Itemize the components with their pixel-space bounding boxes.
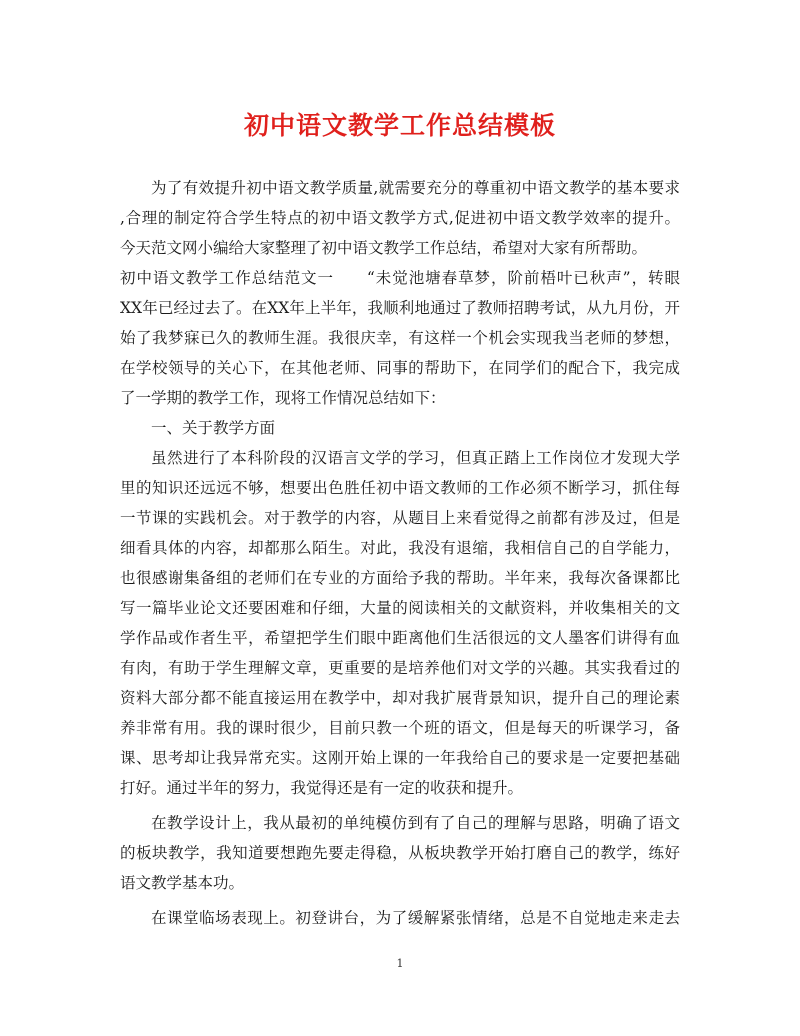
- paragraph-line: 语文教学基本功。: [120, 874, 245, 892]
- paragraph-line: 资料大部分都不能直接运用在教学中，却对我扩展背景知识，提升自己的理论素: [120, 689, 680, 707]
- paragraph-line: 虽然进行了本科阶段的汉语言文学的学习，但真正踏上工作岗位才发现大学: [151, 449, 680, 467]
- paragraph-line: ,合理的制定符合学生特点的初中语文教学方式,促进初中语文教学效率的提升。: [120, 209, 680, 227]
- paragraph-line: 初中语文教学工作总结范文一 “未觉池塘春草梦，阶前梧叶已秋声”，转眼: [120, 269, 680, 287]
- paragraph-line: 的板块教学，我知道要想跑先要走得稳，从板块教学开始打磨自己的教学，练好: [120, 844, 680, 862]
- paragraph-line: 今天范文网小编给大家整理了初中语文教学工作总结，希望对大家有所帮助。: [120, 239, 648, 257]
- paragraph-line: 在学校领导的关心下，在其他老师、同事的帮助下，在同学们的配合下，我完成: [120, 359, 680, 377]
- paragraph-line: 学作品或作者生平，希望把学生们眼中距离他们生活很远的文人墨客们讲得有血: [120, 629, 680, 647]
- document-title: 初中语文教学工作总结模板: [243, 111, 556, 140]
- paragraph-line: 了一学期的教学工作，现将工作情况总结如下：: [120, 389, 446, 407]
- paragraph-line: 也很感谢集备组的老师们在专业的方面给予我的帮助。半年来，我每次备课都比: [120, 569, 680, 587]
- section-heading: 一、关于教学方面: [151, 419, 276, 437]
- paragraph-line: 课、思考却让我异常充实。这刚开始上课的一年我给自己的要求是一定要把基础: [120, 749, 680, 767]
- document-body: [120, 173, 680, 933]
- paragraph-line: 细看具体的内容，却都那么陌生。对此，我没有退缩，我相信自己的自学能力，: [120, 539, 680, 557]
- page-number: 1: [396, 957, 404, 970]
- paragraph-line: 养非常有用。我的课时很少，目前只教一个班的语文，但是每天的听课学习，备: [120, 719, 680, 737]
- paragraph-line: 一节课的实践机会。对于教学的内容，从题目上来看觉得之前都有涉及过，但是: [120, 509, 680, 527]
- paragraph-line: 写一篇毕业论文还要困难和仔细，大量的阅读相关的文献资料，并收集相关的文: [120, 599, 680, 617]
- paragraph-line: 有肉，有助于学生理解文章，更重要的是培养他们对文学的兴趣。其实我看过的: [120, 659, 680, 677]
- paragraph-line: 里的知识还远远不够，想要出色胜任初中语文教师的工作必须不断学习，抓住每: [120, 479, 680, 497]
- paragraph-line: 在教学设计上，我从最初的单纯模仿到有了自己的理解与思路，明确了语文: [151, 814, 680, 832]
- paragraph-line: XX年已经过去了。在XX年上半年，我顺利地通过了教师招聘考试，从九月份，开: [120, 299, 680, 317]
- paragraph-line: 在课堂临场表现上。初登讲台，为了缓解紧张情绪，总是不自觉地走来走去: [151, 909, 680, 927]
- paragraph-line: 打好。通过半年的努力，我觉得还是有一定的收获和提升。: [120, 779, 524, 797]
- paragraph-line: 始了我梦寐已久的教师生涯。我很庆幸，有这样一个机会实现我当老师的梦想，: [120, 329, 680, 347]
- paragraph-line: 为了有效提升初中语文教学质量,就需要充分的尊重初中语文教学的基本要求: [151, 179, 680, 197]
